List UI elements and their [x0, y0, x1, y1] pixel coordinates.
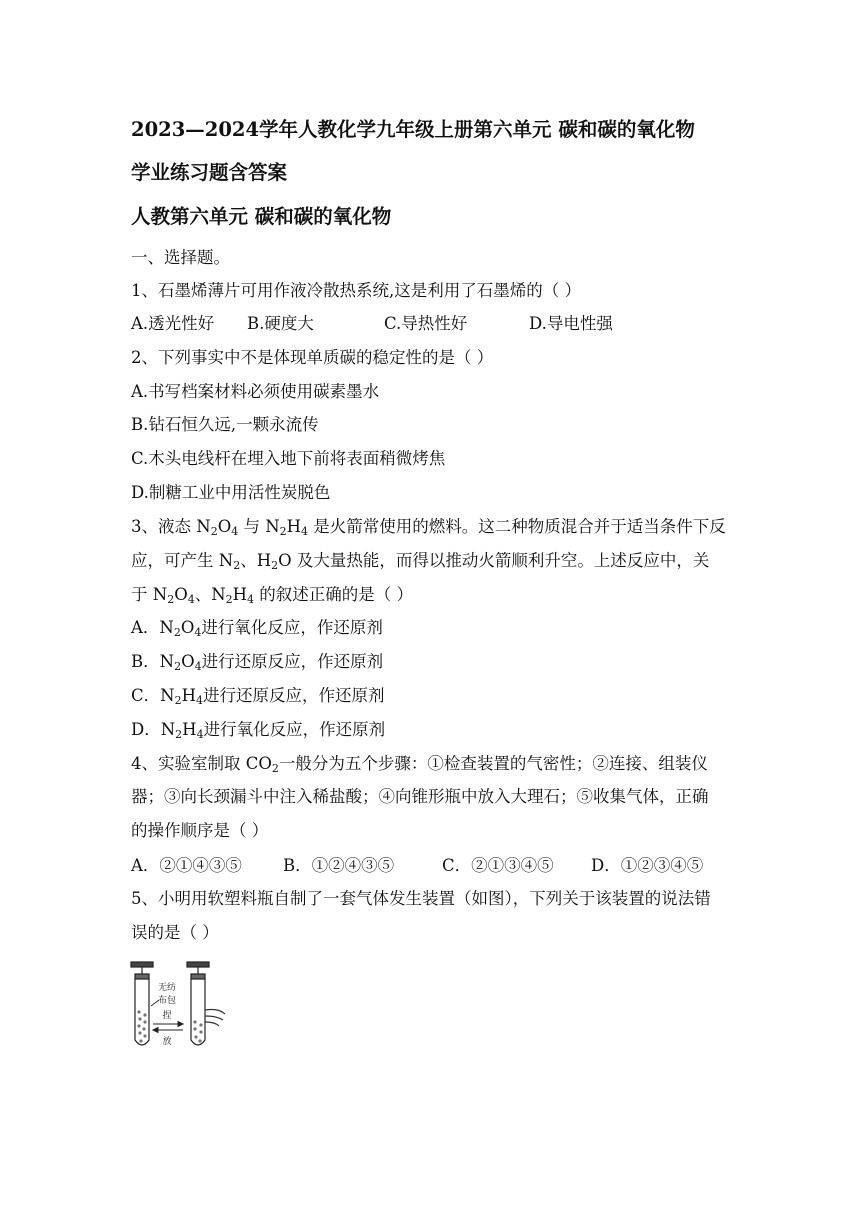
- q3-text: 、: [194, 585, 212, 604]
- subscript: 4: [196, 728, 204, 741]
- subscript: 2: [175, 728, 183, 741]
- right-tube: [187, 962, 225, 1045]
- formula: O: [174, 585, 188, 604]
- q4-text: 一般分为五个步骤：①检查装置的气密性；②连接、组装仪: [278, 754, 708, 773]
- formula: N: [159, 652, 175, 671]
- formula: N: [159, 618, 174, 637]
- q4-option-b: B．①②④③⑤: [283, 856, 395, 875]
- subscript: 2: [174, 660, 182, 673]
- q1-option-c: C.导热性好: [384, 314, 468, 333]
- unit-subtitle: 人教第六单元 碳和碳的氧化物: [131, 205, 392, 228]
- subscript: 4: [195, 694, 203, 707]
- formula: N: [211, 585, 226, 604]
- q5-stem-line2: 误的是（ ）: [131, 923, 219, 942]
- formula: N: [218, 551, 234, 570]
- q4-text: 4、实验室制取 CO: [131, 754, 272, 773]
- formula: N: [265, 517, 280, 536]
- subscript: 2: [271, 762, 279, 775]
- subscript: 4: [187, 593, 195, 606]
- q5-stem-line1: 5、小明用软塑料瓶自制了一套气体发生装置（如图），下列关于该装置的说法错: [131, 889, 711, 908]
- subscript: 4: [301, 525, 309, 538]
- option-letter: B．: [131, 652, 160, 671]
- formula: N: [160, 720, 176, 739]
- q4-option-a: A．②①④③⑤: [131, 856, 242, 875]
- gas-generator-figure: [127, 960, 227, 1052]
- subscript: 4: [194, 660, 202, 673]
- q3-stem-line1: [131, 516, 726, 538]
- subscript: 4: [194, 626, 202, 639]
- formula: H: [232, 585, 248, 604]
- formula: O: [181, 652, 195, 671]
- option-letter: A．: [131, 618, 160, 637]
- subscript: 2: [167, 593, 175, 606]
- q3-option-a: [131, 617, 383, 639]
- subscript: 2: [233, 559, 241, 572]
- formula: N: [196, 517, 211, 536]
- q3-stem-line2: [131, 550, 709, 572]
- figure-label-squeeze: 捏: [162, 1011, 172, 1021]
- q1-option-a: A.透光性好: [131, 314, 215, 333]
- subscript: 4: [247, 593, 255, 606]
- formula: H: [256, 551, 272, 570]
- option-text: 进行还原反应，作还原剂: [202, 686, 385, 705]
- section-heading: 一、选择题。: [131, 248, 230, 267]
- formula: N: [152, 585, 168, 604]
- q3-text: 、: [240, 551, 257, 570]
- subscript: 2: [210, 525, 218, 538]
- formula: O: [180, 618, 195, 637]
- q3-text: 及大量热能，而得以推动火箭顺利升空。上述反应中，关: [291, 551, 710, 570]
- q3-text: 与: [238, 517, 266, 536]
- q3-text: 的叙述正确的是（ ）: [254, 585, 414, 604]
- arrow-right-icon: [153, 1022, 183, 1027]
- subscript: 4: [231, 525, 239, 538]
- q2-stem: 2、下列事实中不是体现单质碳的稳定性的是（ ）: [131, 348, 494, 367]
- q1-option-d: D.导电性强: [529, 314, 613, 333]
- option-text: 进行氧化反应，作还原剂: [203, 720, 386, 739]
- option-text: 进行还原反应，作还原剂: [201, 652, 384, 671]
- q2-option-d: D.制糖工业中用活性炭脱色: [131, 483, 331, 502]
- formula: H: [182, 720, 197, 739]
- q4-option-c: C．②①③④⑤: [442, 856, 554, 875]
- figure-label-release: 放: [162, 1037, 172, 1047]
- formula: N: [160, 686, 175, 705]
- q4-stem-line2: 器；③向长颈漏斗中注入稀盐酸；④向锥形瓶中放入大理石；⑤收集气体，正确: [131, 787, 709, 806]
- q3-option-c: [131, 685, 384, 707]
- left-tube: [131, 962, 153, 1045]
- subscript: 2: [225, 593, 233, 606]
- figure-label-2: 布包: [157, 996, 177, 1006]
- figure-label-1: 无纺: [157, 983, 177, 993]
- q1-option-b: B.硬度大: [247, 314, 314, 333]
- option-text: 进行氧化反应，作还原剂: [201, 618, 383, 637]
- q3-option-b: [131, 651, 383, 673]
- q4-option-d: D．①②③④⑤: [591, 856, 704, 875]
- option-letter: D．: [131, 720, 161, 739]
- q2-option-c: C.木头电线杆在埋入地下前将表面稍微烤焦: [131, 449, 446, 468]
- formula: H: [286, 517, 302, 536]
- q2-option-b: B.钻石恒久远,一颗永流传: [131, 415, 319, 434]
- formula: O: [217, 517, 232, 536]
- q1-stem: 1、石墨烯薄片可用作液冷散热系统,这是利用了石墨烯的（ ）: [131, 281, 581, 300]
- q3-text: 于: [131, 585, 153, 604]
- q3-option-d: [131, 719, 385, 741]
- q3-stem-line3: [131, 584, 413, 606]
- formula: H: [181, 686, 196, 705]
- q2-option-a: A.书写档案材料必须使用碳素墨水: [131, 382, 380, 401]
- formula: O: [278, 551, 292, 570]
- subscript: 2: [174, 694, 182, 707]
- q4-stem-line1: [131, 753, 708, 775]
- q3-text: 是火箭常使用的燃料。这二种物质混合并于适当条件下反: [308, 517, 726, 536]
- subscript: 2: [271, 559, 279, 572]
- subscript: 2: [279, 525, 287, 538]
- q4-stem-line3: 的操作顺序是（ ）: [131, 821, 269, 840]
- q3-text: 应，可产生: [131, 551, 219, 570]
- doc-title-line2: 学业练习题含答案: [131, 161, 288, 184]
- subscript: 2: [173, 626, 181, 639]
- option-letter: C．: [131, 686, 161, 705]
- arrow-left-icon: [153, 1028, 183, 1033]
- doc-title-line1: 2023—2024学年人教化学九年级上册第六单元 碳和碳的氧化物: [131, 118, 695, 141]
- q3-text: 3、液态: [131, 517, 197, 536]
